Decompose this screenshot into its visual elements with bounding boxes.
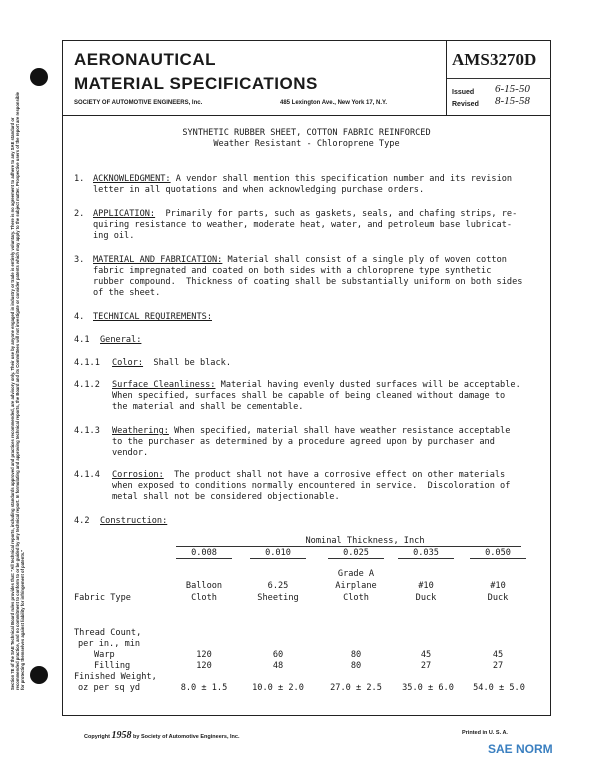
s3-line1	[93, 255, 507, 266]
binder-hole-top	[30, 68, 48, 86]
weight-cell: 54.0 ± 5.0	[473, 683, 525, 693]
copyright-year: 1958	[111, 730, 132, 741]
s3-line4: of the sheet.	[93, 288, 161, 298]
revised-label: Revised	[452, 101, 479, 108]
s3-num: 3.	[74, 255, 85, 265]
weight-cell: 35.0 ± 6.0	[402, 683, 454, 693]
s414-num: 4.1.4	[74, 470, 100, 480]
s413-text: When specified, material shall have weather resistance acceptable	[168, 426, 511, 436]
title-aeronautical: AERONAUTICAL	[74, 50, 216, 69]
s3-line3: rubber compound. Thickness of coating shall be substantially uniform on both sides	[93, 277, 523, 287]
weight-cell: 8.0 ± 1.5	[180, 683, 228, 693]
fabric-cell: Cloth	[191, 593, 217, 603]
fabric-cell: Balloon	[185, 581, 223, 591]
warp-cell: 120	[196, 650, 212, 660]
thickness-col: 0.010	[265, 548, 291, 558]
s411-text: Shall be black.	[143, 358, 232, 368]
s413-line1	[112, 426, 510, 437]
s412-line1	[112, 380, 521, 391]
thread-count-label: Thread Count,	[74, 628, 142, 638]
s2-line2: quiring resistance to weather, moderate heat, water, and petroleum base lubricat-	[93, 220, 513, 230]
copyright-label: Copyright	[84, 734, 110, 740]
thickness-col: 0.025	[343, 548, 369, 558]
fabric-cell: Sheeting	[257, 593, 299, 603]
s41-heading: General:	[100, 335, 142, 345]
finished-weight-label: Finished Weight,	[74, 672, 157, 682]
thread-count-label-2: per in., min	[78, 639, 141, 649]
issued-label: Issued	[452, 89, 475, 96]
fabric-cell: #10	[490, 581, 506, 591]
s414-line3: metal shall not be considered objectionable.	[112, 492, 340, 502]
s413-line3: vendor.	[112, 448, 149, 458]
ams-number: 3270D	[490, 50, 537, 69]
s4-num: 4.	[74, 312, 85, 322]
fabric-cell: Grade A	[337, 569, 375, 579]
s414-text: The product shall not have a corrosive effect on other materials	[163, 470, 506, 480]
copyright-by: by Society of Automotive Engineers, Inc.	[133, 734, 240, 740]
ams-label: AMS	[452, 50, 490, 69]
col-rule	[328, 558, 384, 559]
title-material-specifications: MATERIAL SPECIFICATIONS	[74, 74, 318, 93]
col-rule	[470, 558, 526, 559]
s2-num: 2.	[74, 209, 85, 219]
thickness-col: 0.035	[413, 548, 439, 558]
warp-cell: 60	[272, 650, 284, 660]
s414-heading: Corrosion:	[112, 470, 164, 480]
col-rule	[176, 558, 232, 559]
society-name: SOCIETY OF AUTOMOTIVE ENGINEERS, Inc.	[74, 100, 203, 106]
s2-line3: ing oil.	[93, 231, 135, 241]
fabric-cell: Duck	[415, 593, 437, 603]
warp-cell: 45	[492, 650, 504, 660]
warp-cell: 80	[350, 650, 362, 660]
filling-label: Filling	[94, 661, 131, 671]
s2-text: Primarily for parts, such as gaskets, seals, and chafing strips, re-	[155, 209, 518, 219]
weight-cell: 10.0 ± 2.0	[252, 683, 304, 693]
s413-line2: to the purchaser as determined by a procedure agreed upon by purchaser and	[112, 437, 495, 447]
s42-heading: Construction:	[100, 516, 168, 526]
footer-copyright	[84, 730, 240, 741]
fabric-cell: Airplane	[335, 581, 377, 591]
warp-label: Warp	[94, 650, 115, 660]
s414-line2: when exposed to conditions normally encountered in service. Discoloration of	[112, 481, 511, 491]
warp-cell: 45	[420, 650, 432, 660]
side-note: Section 7E of the SAE Technical Board rules provides that: "All technical reports, including standards approved and practices recommended, are advisory only. Their use by anyone engaged in industry or trade is entirely voluntary. There is no agreement to adhere to any SAE standard or recommended practice, and no commitment to conform to or be guided by any technical report. In formulating and approving technical reports, the Board and its Committees will not investigate or consider patents which may apply to the subject matter. Prospective users of the report are responsible for protecting themselves against liability for infringement of patents."	[10, 92, 25, 690]
fabric-cell: Cloth	[343, 593, 369, 603]
table-group-rule	[176, 546, 521, 547]
ams-divider	[447, 78, 551, 79]
s1-line1	[93, 174, 512, 185]
s414-line1	[112, 470, 505, 481]
s412-line2: When specified, surfaces shall be capable of being cleaned without damage to	[112, 391, 506, 401]
col-rule	[250, 558, 306, 559]
s3-text: Material shall consist of a single ply of woven cotton	[222, 255, 507, 265]
s412-text: Material having evenly dusted surfaces will be acceptable.	[215, 380, 521, 390]
s411-line	[112, 358, 231, 369]
revised-date: 8-15-58	[495, 95, 530, 107]
s3-line2: fabric impregnated and coated on both sides with a chloroprene type synthetic	[93, 266, 492, 276]
footer-printed: Printed in U. S. A.	[462, 730, 508, 736]
fabric-cell: #10	[418, 581, 434, 591]
body-box	[62, 116, 551, 716]
s41-num: 4.1	[74, 335, 90, 345]
thickness-col: 0.008	[191, 548, 217, 558]
s1-heading: ACKNOWLEDGMENT:	[93, 174, 171, 184]
s413-num: 4.1.3	[74, 426, 100, 436]
doc-title-line1: SYNTHETIC RUBBER SHEET, COTTON FABRIC REINFORCED	[182, 128, 431, 138]
s1-line2: letter in all quotations and when acknowledging purchase orders.	[93, 185, 425, 195]
doc-title-line2: Weather Resistant - Chloroprene Type	[213, 139, 400, 149]
s1-num: 1.	[74, 174, 85, 184]
s3-heading: MATERIAL AND FABRICATION:	[93, 255, 223, 265]
filling-cell: 27	[420, 661, 432, 671]
s4-heading: TECHNICAL REQUIREMENTS:	[93, 312, 212, 322]
s42-num: 4.2	[74, 516, 90, 526]
weight-cell: 27.0 ± 2.5	[330, 683, 382, 693]
fabric-type-label: Fabric Type	[74, 593, 131, 603]
s2-line1	[93, 209, 517, 220]
filling-cell: 48	[272, 661, 284, 671]
sae-norm-text: SAE NORM	[488, 742, 553, 756]
thickness-col: 0.050	[485, 548, 511, 558]
s411-heading: Color:	[112, 358, 144, 368]
s412-num: 4.1.2	[74, 380, 100, 390]
fabric-cell: 6.25	[267, 581, 289, 591]
sae-norm-watermark	[488, 742, 553, 756]
filling-cell: 27	[492, 661, 504, 671]
issued-date: 6-15-50	[495, 83, 530, 95]
s411-num: 4.1.1	[74, 358, 100, 368]
s1-text: A vendor shall mention this specification number and its revision	[170, 174, 513, 184]
filling-cell: 80	[350, 661, 362, 671]
filling-cell: 120	[196, 661, 212, 671]
society-address: 485 Lexington Ave., New York 17, N.Y.	[280, 100, 388, 106]
s412-heading: Surface Cleanliness:	[112, 380, 216, 390]
table-group-header: Nominal Thickness, Inch	[305, 536, 425, 546]
s2-heading: APPLICATION:	[93, 209, 156, 219]
finished-weight-label-2: oz per sq yd	[78, 683, 141, 693]
col-rule	[398, 558, 454, 559]
s412-line3: the material and shall be cementable.	[112, 402, 304, 412]
fabric-cell: Duck	[487, 593, 509, 603]
s413-heading: Weathering:	[112, 426, 169, 436]
